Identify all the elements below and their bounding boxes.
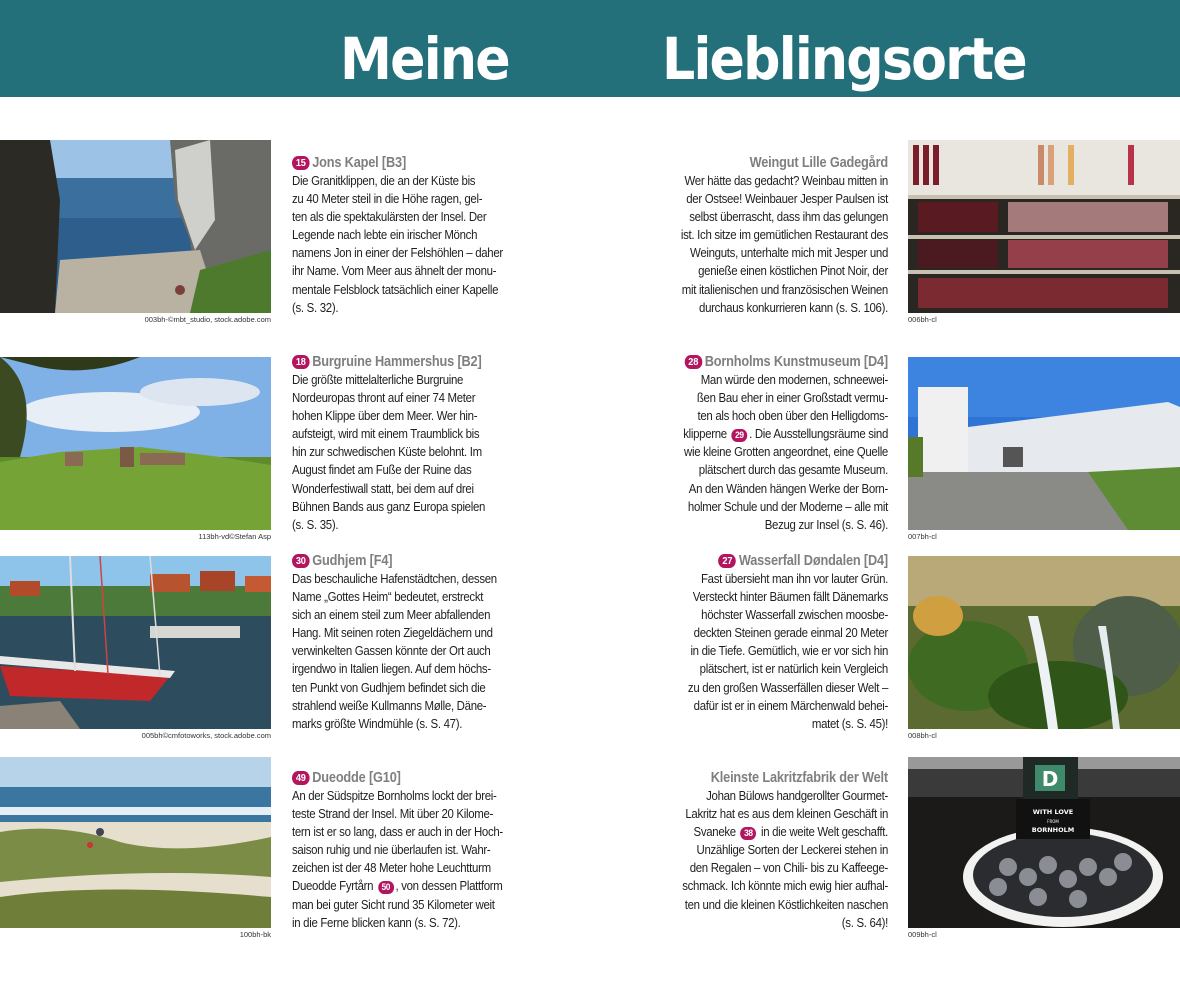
entry-body: Das beschauliche Hafenstädtchen, dessen Name „Gottes Heim“ bedeutet, erstreckt sich an einem steil zum Meer abfallenden Hang. Mit seinen roten Ziegeldächern und verwinkelten Gassen könnte der Ort auch irgendwo in Italien liegen. Auf dem höchs- ten Punkt von Gudhjem befindet sich die strahlend weiße Kullmanns Mølle, Däne- marks größte Windmühle (s. S. 47).: [292, 571, 497, 731]
photo-dueodde: [0, 757, 271, 928]
entry-gudhjem: [292, 552, 524, 733]
photo-kunstmuseum: [908, 357, 1180, 530]
photo-caption: 005bh©cmfotoworks, stock.adobe.com: [141, 731, 271, 740]
entry-body: Die Granitklippen, die an der Küste bis zu 40 Meter steil in die Höhe ragen, gel- ten als die spektakulärsten der Insel. Der Legende nach lebte ein irischer Mönch namens Jon in einer der Felshöhlen – daher ihr Name. Vom Meer aus ähnelt der monu- mentale Felsblock tatsächlich einer Kapelle (s. S. 32).: [292, 173, 503, 315]
svg-text:D: D: [1041, 767, 1059, 791]
photo-caption: 003bh-©mbt_studio, stock.adobe.com: [144, 315, 271, 324]
svg-text:WITH LOVE: WITH LOVE: [1032, 808, 1074, 816]
entry-body: An der Südspitze Bornholms lockt der brei- teste Strand der Insel. Mit über 20 Kilome- tern ist er so lang, dass er auch in der Hoch- saison ruhig und nie überlaufen ist. Wahr- zeichen ist der 48 Meter hohe Leuchtturm Dueodde Fyrtårn 50 , von dessen Plattform man bei guter Sicht rund 35 Kilometer weit in die Ferne blicken kann (s. S. 72).: [292, 788, 503, 930]
photo-caption: 113bh-vd©Stefan Asp: [198, 532, 271, 541]
entry-lakritzfabrik: [656, 769, 888, 932]
entry-title: 49 Dueodde [G10]: [292, 769, 496, 787]
page-title-word-1: Meine: [340, 25, 509, 93]
location-number-badge: 15: [292, 156, 310, 170]
entry-title: Kleinste Lakritzfabrik der Welt: [710, 770, 888, 786]
photo-gudhjem: [0, 556, 271, 729]
photo-hammershus: [0, 357, 271, 530]
photo-wasserfall: [908, 556, 1180, 729]
inline-location-badge: 50: [378, 881, 394, 894]
svg-text:FROM: FROM: [1047, 819, 1059, 824]
entry-title: Weingut Lille Gadegård: [749, 155, 888, 171]
photo-caption: 008bh-cl: [908, 731, 937, 740]
location-number-badge: 28: [684, 355, 702, 369]
entry-title: 30 Gudhjem [F4]: [292, 552, 496, 570]
photo-lakritz: [908, 757, 1180, 928]
svg-text:BORNHOLM: BORNHOLM: [1031, 826, 1075, 834]
entry-body: Wer hätte das gedacht? Weinbau mitten in der Ostsee! Weinbauer Jesper Paulsen ist selbst überrascht, dass ihm das gelungen ist. Ich sitze im gemütlichen Restaurant des Weinguts, unterhalte mich mit Jesper und genieße einen köstlichen Pinot Noir, der mit italienischen und französischen Weinen durchaus konkurrieren kann (s. S. 106).: [680, 173, 888, 315]
location-number-badge: 30: [292, 554, 310, 568]
location-number-badge: 27: [719, 554, 737, 568]
inline-location-badge: 29: [731, 429, 747, 442]
page-title-word-2: Lieblingsorte: [662, 25, 1026, 93]
inline-location-badge: 38: [740, 827, 756, 840]
entry-body: Die größte mittelalterliche Burgruine Nordeuropas thront auf einer 74 Meter hohen Klippe über dem Meer. Wer hin- aufsteigt, wird mit einem Traumblick bis hin zur schwedischen Küste belohnt. Im August findet am Fuße der Ruine das Wonderfestiwall statt, bei dem auf drei Bühnen Bands aus ganz Europa spielen (s. S. 35).: [292, 372, 486, 532]
entry-hammershus: [292, 353, 524, 534]
photo-caption: 006bh-cl: [908, 315, 937, 324]
entry-body: Man würde den modernen, schneewei- ßen Bau eher in einer Großstadt vermu- ten als hoch oben über den Helligdoms- klipperne 29 . Die Ausstellungsräume sind wie kleine Grotten angeordnet, eine Quelle plätschert durch das gesamte Museum. An den Wänden hängen Werke der Born- holmer Schule und der Moderne – alle mit Bezug zur Insel (s. S. 46).: [683, 372, 888, 532]
entry-weingut: [656, 154, 888, 317]
entry-title: 18 Burgruine Hammershus [B2]: [292, 353, 496, 371]
entry-wasserfall: [656, 552, 888, 733]
photo-caption: 100bh-bk: [239, 930, 271, 939]
photo-caption: 007bh-cl: [908, 532, 937, 541]
page-header: [0, 0, 1180, 97]
entry-kunstmuseum: [656, 353, 888, 534]
entry-title: 28 Bornholms Kunstmuseum [D4]: [684, 353, 888, 371]
photo-weingut: [908, 140, 1180, 313]
entry-body: Fast übersieht man ihn vor lauter Grün. Versteckt hinter Bäumen fällt Dänemarks höchster Wasserfall zwischen moosbe- deckten Steinen gerade einmal 20 Meter in die Tiefe. Gemütlich, wie er vor sich hin plätschert, ist er natürlich kein Vergleich zu den großen Wasserfällen dieser Welt – dafür ist er in einem Märchenwald behei- matet (s. S. 45)!: [687, 571, 888, 731]
entry-body: Johan Bülows handgerollter Gourmet- Lakritz hat es aus dem kleinen Geschäft in Svaneke 38 in die weite Welt geschafft. Unzählige Sorten der Leckerei stehen in den Regalen – von Chili- bis zu Kaffeege- schmack. Ich könnte mich ewig hier aufhal- ten und die kleinen Köstlichkeiten naschen (s. S. 64)!: [682, 788, 888, 930]
entry-dueodde: [292, 769, 524, 932]
location-number-badge: 49: [292, 771, 310, 785]
photo-caption: 009bh-cl: [908, 930, 937, 939]
photo-jons-kapel: [0, 140, 271, 313]
location-number-badge: 18: [292, 355, 310, 369]
entry-jons-kapel: [292, 154, 524, 317]
entry-title: 15 Jons Kapel [B3]: [292, 154, 496, 172]
entry-title: 27 Wasserfall Døndalen [D4]: [684, 552, 888, 570]
